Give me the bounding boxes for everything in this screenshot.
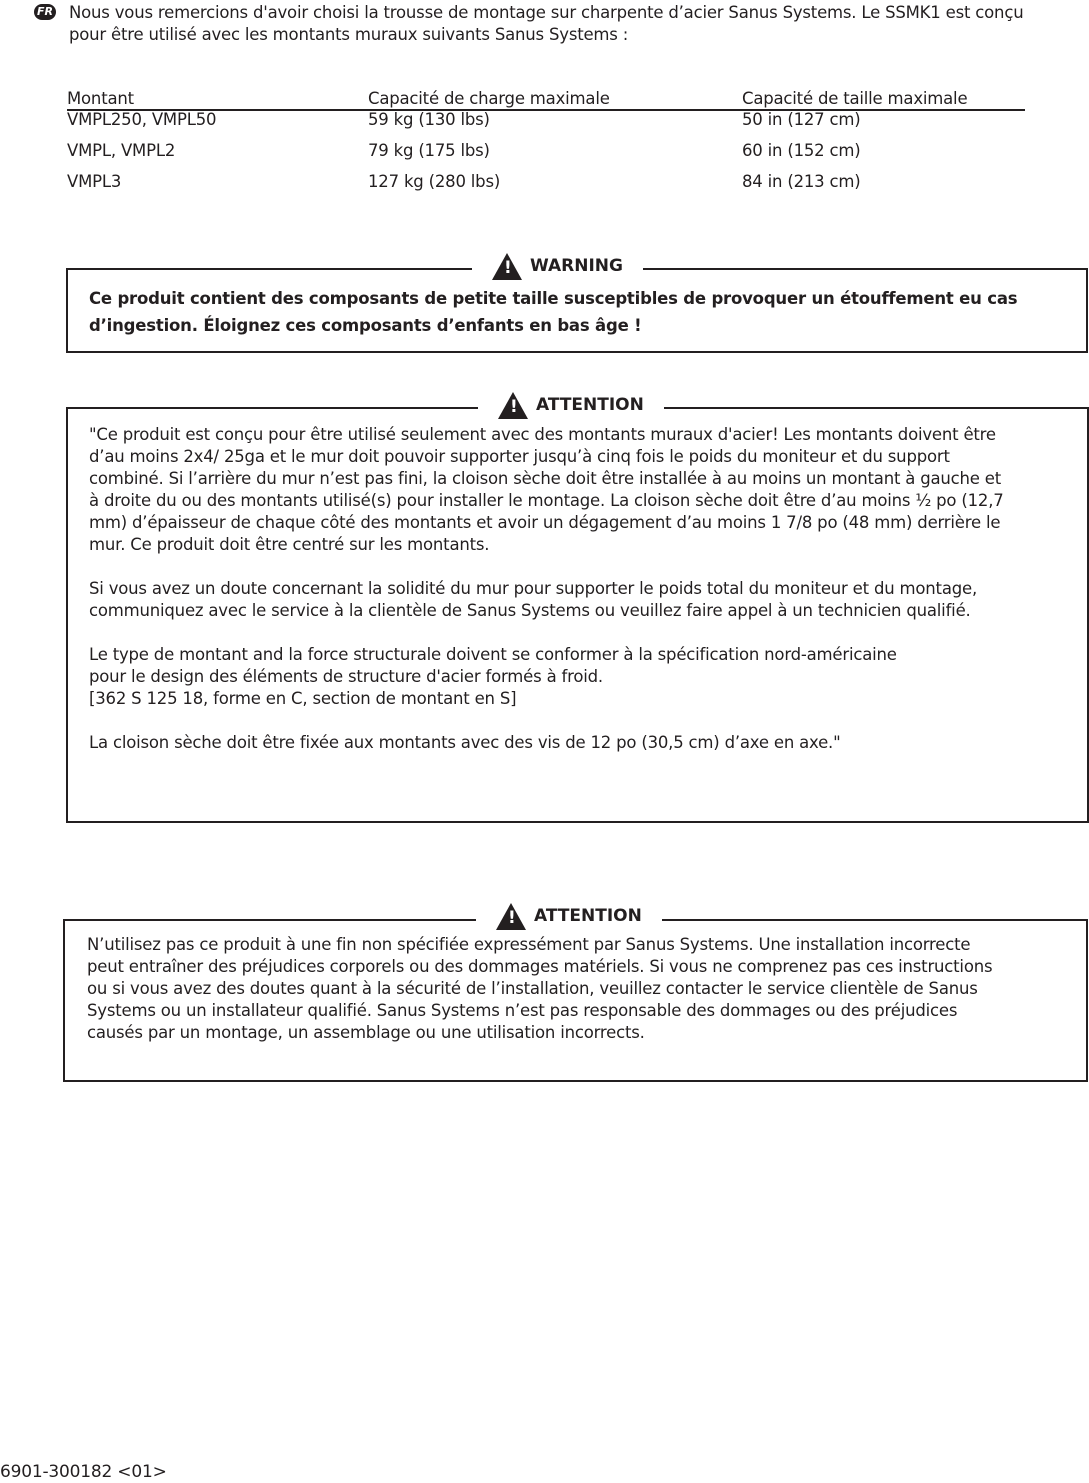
text-line: Le type de montant and la force structurale doivent se conformer à la spécification nord-américaine bbox=[89, 645, 897, 664]
text-line: ou si vous avez des doutes quant à la sécurité de l’installation, veuillez contacter le service clientèle de Sanus bbox=[87, 979, 978, 998]
text-line: La cloison sèche doit être fixée aux montants avec des vis de 12 po (30,5 cm) d’axe en axe." bbox=[89, 733, 841, 752]
text-line: Si vous avez un doute concernant la solidité du mur pour supporter le poids total du moniteur et du montage, bbox=[89, 579, 978, 598]
attention-text-1 bbox=[89, 424, 1004, 754]
text-line: communiquez avec le service à la clientèle de Sanus Systems ou veuillez faire appel à un technicien qualifié. bbox=[89, 601, 971, 620]
table-header: Capacité de taille maximale bbox=[742, 89, 968, 108]
text-line bbox=[89, 622, 1004, 644]
text-line: N’utilisez pas ce produit à une fin non spécifiée expressément par Sanus Systems. Une installation incorrecte bbox=[87, 935, 971, 954]
text-line: d’ingestion. Éloignez ces composants d’enfants en bas âge ! bbox=[89, 316, 642, 335]
warning-triangle-icon: ! bbox=[498, 392, 528, 419]
text-line: d’au moins 2x4/ 25ga et le mur doit pouvoir supporter jusqu’à cinq fois le poids du moniteur et du support bbox=[89, 447, 950, 466]
intro-line-1: Nous vous remercions d'avoir choisi la trousse de montage sur charpente d’acier Sanus Systems. Le SSMK1 est conçu bbox=[69, 3, 1024, 22]
table-header: Montant bbox=[67, 89, 134, 108]
warning-triangle-icon: ! bbox=[496, 903, 526, 930]
table-header: Capacité de charge maximale bbox=[368, 89, 610, 108]
text-line: Ce produit contient des composants de petite taille susceptibles de provoquer un étouffement eu cas bbox=[89, 289, 1018, 308]
attention-title-1 bbox=[478, 391, 664, 419]
text-line bbox=[89, 556, 1004, 578]
text-line: combiné. Si l’arrière du mur n’est pas fini, la cloison sèche doit être installée à au moins un montant à gauche et bbox=[89, 469, 1002, 488]
warning-title bbox=[472, 252, 643, 280]
table-cell: 127 kg (280 lbs) bbox=[368, 172, 501, 191]
warning-title-text: WARNING bbox=[530, 256, 623, 276]
language-badge: FR bbox=[34, 4, 56, 20]
attention-title-text: ATTENTION bbox=[534, 906, 642, 926]
attention-text-2 bbox=[87, 934, 992, 1044]
text-line: pour le design des éléments de structure d'acier formés à froid. bbox=[89, 667, 603, 686]
warning-triangle-icon: ! bbox=[492, 253, 522, 280]
table-cell: VMPL, VMPL2 bbox=[67, 141, 176, 160]
text-line: Systems ou un installateur qualifié. Sanus Systems n’est pas responsable des dommages ou des préjudices bbox=[87, 1001, 958, 1020]
text-line: [362 S 125 18, forme en C, section de montant en S] bbox=[89, 689, 517, 708]
text-line bbox=[89, 710, 1004, 732]
text-line: à droite du ou des montants utilisé(s) pour installer le montage. La cloison sèche doit être d’au moins ½ po (12,7 bbox=[89, 491, 1004, 510]
warning-text bbox=[89, 285, 1017, 339]
text-line: "Ce produit est conçu pour être utilisé seulement avec des montants muraux d'acier! Les montants doivent être bbox=[89, 425, 996, 444]
text-line: peut entraîner des préjudices corporels ou des dommages matériels. Si vous ne comprenez pas ces instructions bbox=[87, 957, 993, 976]
table-cell: VMPL250, VMPL50 bbox=[67, 110, 217, 129]
table-cell: 60 in (152 cm) bbox=[742, 141, 861, 160]
text-line: mm) d’épaisseur de chaque côté des montants et avoir un dégagement d’au moins 1 7/8 po (48 mm) derrière le bbox=[89, 513, 1001, 532]
table-cell: 50 in (127 cm) bbox=[742, 110, 861, 129]
table-cell: 84 in (213 cm) bbox=[742, 172, 861, 191]
text-line: mur. Ce produit doit être centré sur les montants. bbox=[89, 535, 490, 554]
table-cell: 79 kg (175 lbs) bbox=[368, 141, 490, 160]
document-number: 6901-300182 <01> bbox=[0, 1462, 167, 1482]
table-cell: 59 kg (130 lbs) bbox=[368, 110, 490, 129]
table-cell: VMPL3 bbox=[67, 172, 122, 191]
attention-title-text: ATTENTION bbox=[536, 395, 644, 415]
text-line: causés par un montage, un assemblage ou une utilisation incorrects. bbox=[87, 1023, 645, 1042]
intro-line-2: pour être utilisé avec les montants muraux suivants Sanus Systems : bbox=[69, 25, 629, 44]
attention-title-2 bbox=[476, 902, 662, 930]
